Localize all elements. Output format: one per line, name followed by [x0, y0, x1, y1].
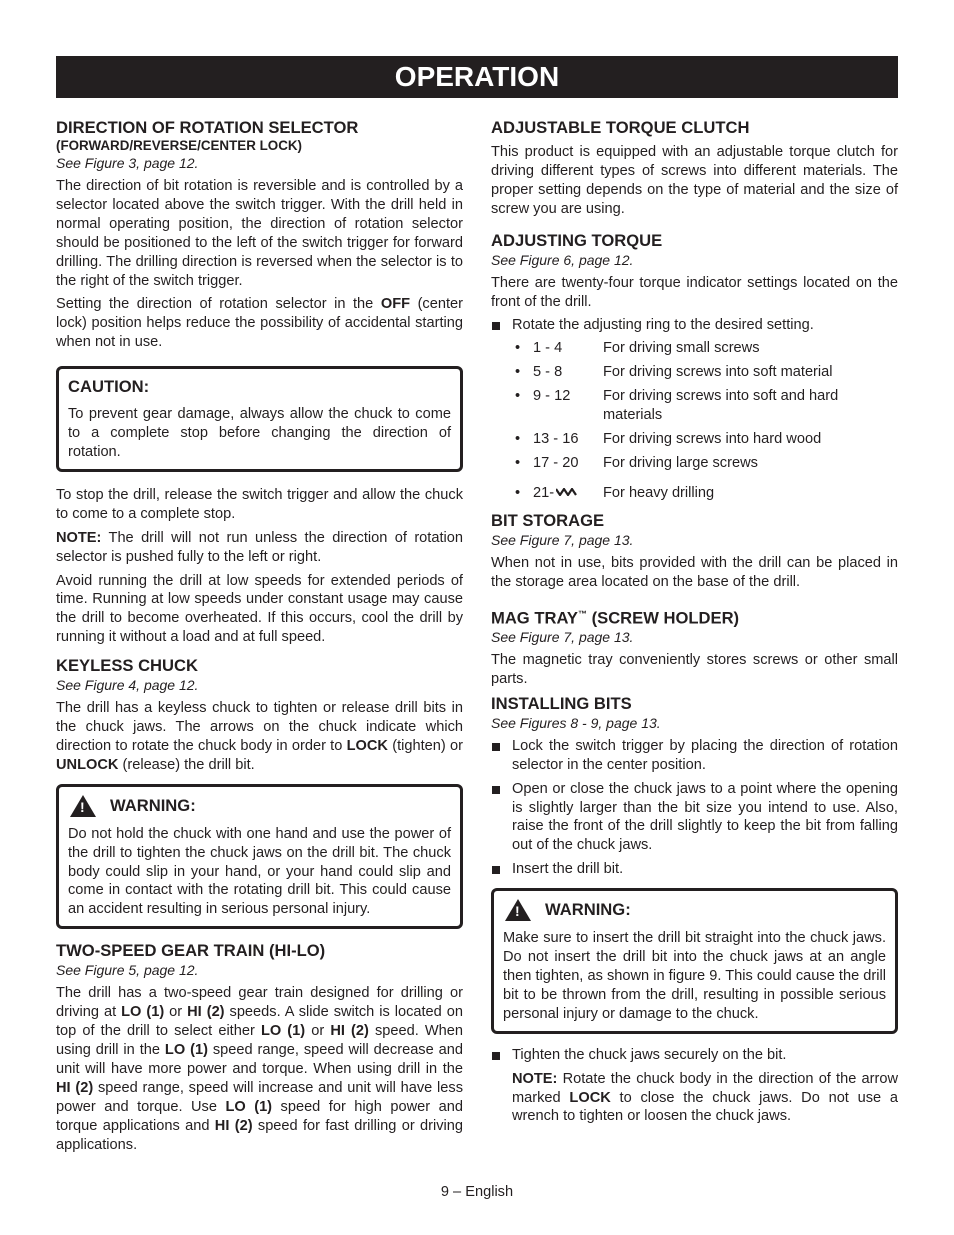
- warning-box-left: [56, 784, 463, 930]
- torque-figure-ref: See Figure 6, page 12.: [491, 251, 634, 268]
- direction-paragraph-1: The direction of bit rotation is reversible and is controlled by a selector located above the switch trigger. With the drill held in normal operating position, the direction of rotation selector should be positioned to the left of the switch trigger for forward drilling. The drilling direction is reversed when the selector is to the right of the switch trigger.: [56, 178, 463, 289]
- keyless-heading: KEYLESS CHUCK: [56, 656, 198, 676]
- avoid-paragraph: Avoid running the drill at low speeds for extended periods of time. Running at low speeds under constant usage may cause the drill to become overheated. If this occurs, cool the drill by running it without a load and at full speed.: [56, 572, 463, 646]
- warning-box-right: [491, 888, 898, 1034]
- magtray-figure-ref: See Figure 7, page 13.: [491, 629, 634, 646]
- torque-setting-row: • 17 - 20 For driving large screws: [515, 454, 758, 471]
- clutch-heading: ADJUSTABLE TORQUE CLUTCH: [491, 118, 750, 137]
- storage-heading: BIT STORAGE: [491, 510, 605, 530]
- keyless-figure-ref: See Figure 4, page 12.: [56, 677, 199, 694]
- torque-settings-list: [491, 339, 898, 502]
- caution-text: To prevent gear damage, always allow the chuck to come to a complete stop before changing the direction of rotation.: [68, 406, 451, 460]
- warning-triangle-icon: !: [505, 899, 531, 921]
- right-column: [491, 118, 898, 1126]
- installing-bullet-1: Lock the switch trigger by placing the direction of rotation selector in the center position.: [491, 737, 898, 775]
- warning-title-left: ! WARNING:: [68, 795, 451, 817]
- left-column: [56, 118, 463, 1154]
- torque-setting-row: • 13 - 16 For driving screws into hard wood: [515, 430, 822, 447]
- warning-title-right: ! WARNING:: [503, 899, 886, 921]
- clutch-paragraph: This product is equipped with an adjustable torque clutch for driving different types of screws into different materials. The proper setting depends on the type of material and the size of screw you are using.: [491, 144, 898, 217]
- page-footer: 9 – English: [440, 1184, 514, 1200]
- warning-triangle-icon: !: [70, 795, 96, 817]
- gear-heading: TWO-SPEED GEAR TRAIN (HI-LO): [56, 941, 326, 961]
- installing-note: NOTE: Rotate the chuck body in the direction of the arrow marked LOCK to close the chuck jaws. Do not use a wrench to tighten or loosen the chuck jaws.: [512, 1070, 899, 1125]
- warning-text-right: Make sure to insert the drill bit straight into the chuck jaws. Do not insert the drill bit into the chuck jaws at an angle then tighten, as shown in figure 9. This could cause the drill bit to be thrown from the drill, resulting in possible serious personal injury or damage to the chuck.: [503, 930, 886, 1022]
- storage-figure-ref: See Figure 7, page 13.: [491, 531, 634, 548]
- torque-setting-row: • 9 - 12 For driving screws into soft and hard materials: [515, 388, 839, 424]
- gear-figure-ref: See Figure 5, page 12.: [56, 962, 199, 979]
- warning-text-left: Do not hold the chuck with one hand and use the power of the drill to tighten the chuck jaws on the drill bit. The chuck body could slip in your hand, or your hand could slip and come in contact with the rotating drill bit. This could cause an accident resulting in serious personal injury.: [68, 825, 451, 918]
- page-title: OPERATION: [56, 56, 898, 98]
- gear-paragraph: The drill has a two-speed gear train designed for drilling or driving at LO (1) or HI (2) speeds. A slide switch is located on top of the drill to select either LO (1) or HI (2) speed. When using drill in the LO (1) speed range, speed will decrease and unit will have more power and torque. When using drill in the HI (2) speed range, speed will increase and unit will have less power and torque. Use LO (1) speed for high power and torque applications and HI (2) speed for fast drilling or driving applications.: [56, 985, 464, 1153]
- installing-heading: INSTALLING BITS: [491, 693, 632, 713]
- storage-paragraph: When not in use, bits provided with the drill can be placed in the storage area located on the base of the drill.: [491, 554, 898, 590]
- torque-setting-row: • 21- For heavy drilling: [515, 484, 715, 501]
- stop-paragraph: To stop the drill, release the switch trigger and allow the chuck to come to a complete stop.: [56, 486, 463, 522]
- torque-setting-row: • 1 - 4 For driving small screws: [515, 340, 760, 357]
- drill-mode-icon: [556, 488, 578, 496]
- keyless-paragraph: The drill has a keyless chuck to tighten or release drill bits in the chuck jaws. The arrows on the chuck indicate which direction to rotate the chuck body in order to LOCK (tighten) or UNLOCK (release) the drill bit.: [56, 700, 464, 773]
- direction-figure-ref: See Figure 3, page 12.: [56, 155, 199, 171]
- caution-box: [56, 366, 463, 472]
- magtray-heading: MAG TRAY™ (SCREW HOLDER): [491, 608, 740, 628]
- installing-bullet-4: Tighten the chuck jaws securely on the bit.: [491, 1046, 898, 1065]
- note-paragraph: NOTE: The drill will not run unless the direction of rotation selector is pushed fully to the left or right.: [56, 529, 463, 565]
- magtray-paragraph: The magnetic tray conveniently stores screws or other small parts.: [491, 652, 898, 687]
- direction-heading: DIRECTION OF ROTATION SELECTOR: [56, 118, 359, 137]
- torque-paragraph: There are twenty-four torque indicator settings located on the front of the drill.: [491, 274, 898, 310]
- torque-heading: ADJUSTING TORQUE: [491, 230, 663, 250]
- torque-setting-row: • 5 - 8 For driving screws into soft material: [515, 364, 833, 381]
- direction-paragraph-2: Setting the direction of rotation selector in the OFF (center lock) position helps reduce the possibility of accidental starting when not in use.: [56, 296, 463, 351]
- installing-bullet-3: Insert the drill bit.: [491, 860, 898, 879]
- caution-title: CAUTION:: [68, 377, 150, 397]
- torque-bullet: Rotate the adjusting ring to the desired setting.: [491, 316, 898, 335]
- installing-figure-ref: See Figures 8 - 9, page 13.: [491, 714, 661, 731]
- direction-subheading: (FORWARD/REVERSE/CENTER LOCK): [56, 138, 302, 153]
- installing-bullet-2: Open or close the chuck jaws to a point where the opening is slightly larger than the bit size you intend to use. Also, raise the front of the drill slightly to keep the bit from falling out of the chuck jaws.: [491, 780, 898, 856]
